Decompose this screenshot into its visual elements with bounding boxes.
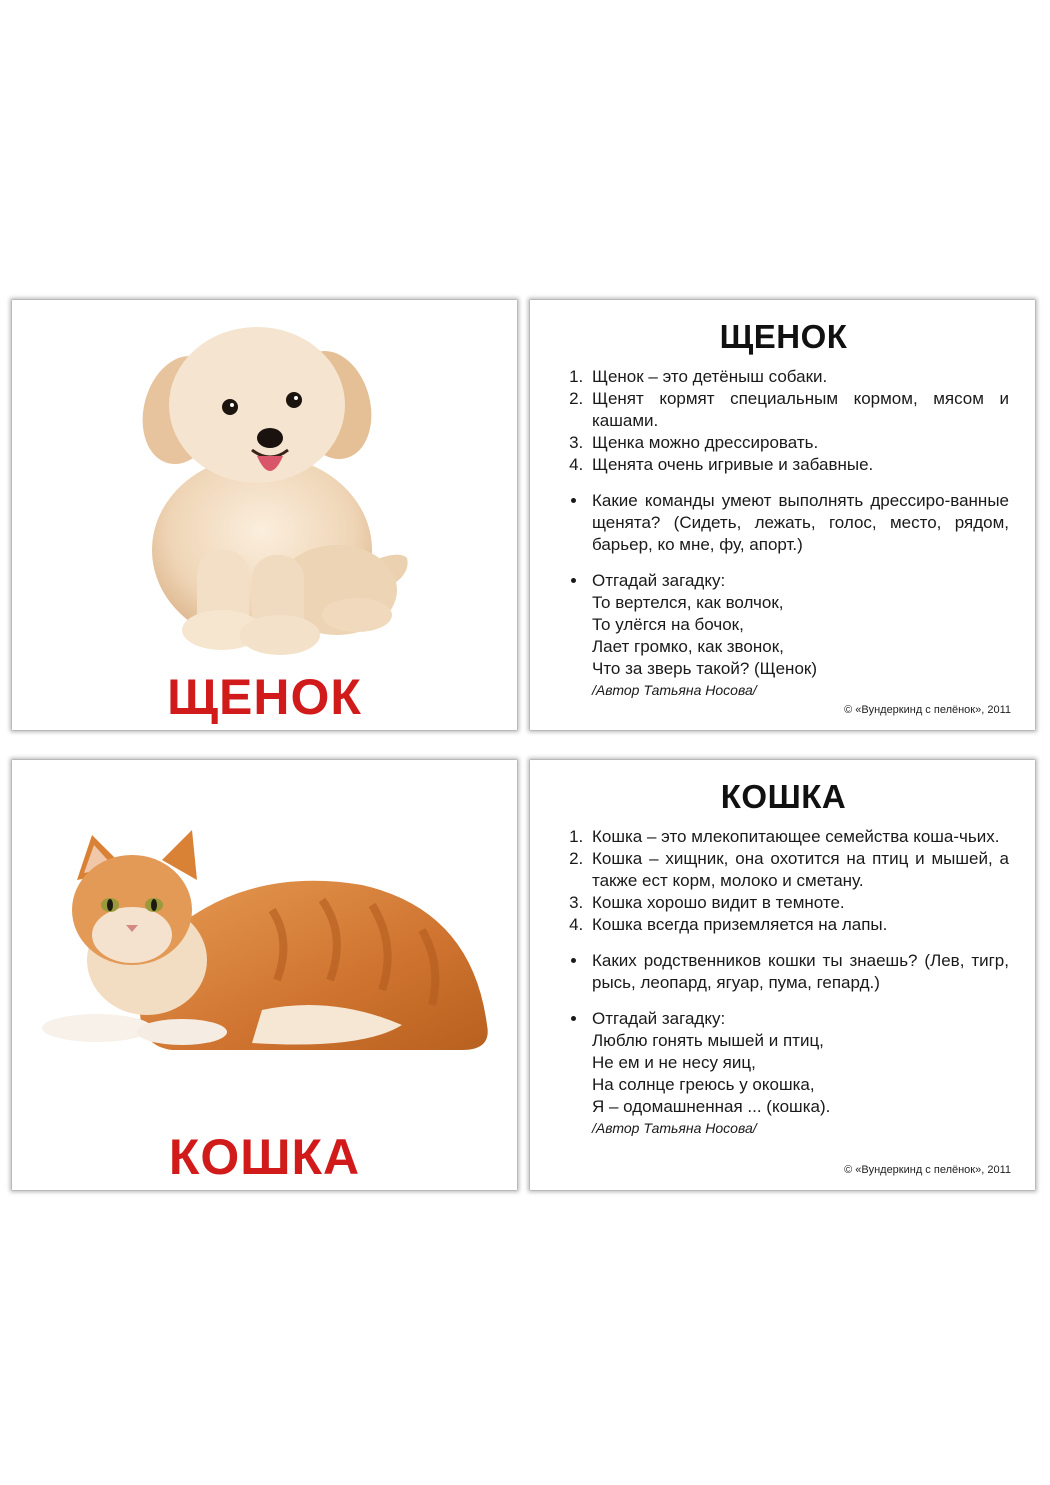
riddle-item (588, 1008, 1009, 1137)
cat-caption: КОШКА (168, 1129, 361, 1185)
riddle-line: На солнце греюсь у окошка, (592, 1075, 815, 1094)
cat-info-card (530, 760, 1035, 1190)
riddle-line: Не ем и не несу яиц, (592, 1053, 756, 1072)
list-item: 4. Кошка всегда приземляется на лапы. (588, 914, 1009, 936)
list-item: 4. Щенята очень игривые и забавные. (588, 454, 1009, 476)
riddle-author: /Автор Татьяна Носова/ (592, 682, 757, 698)
riddle-line: Люблю гонять мышей и птиц, (592, 1031, 824, 1050)
riddle-item (588, 570, 1009, 699)
riddle-line: Что за зверь такой? (Щенок) (592, 659, 818, 678)
cat-illustration-icon (12, 760, 517, 1190)
riddle-list (558, 570, 1009, 699)
list-item: 2. Щенят кормят специальным кормом, мясом и кашами. (588, 388, 1009, 432)
question-item: • Каких родственников кошки ты знаешь? (Лев, тигр, рысь, леопард, ягуар, пума, гепард.) (588, 950, 1009, 994)
riddle-list (558, 1008, 1009, 1137)
riddle-intro: • Отгадай загадку: (592, 1009, 726, 1028)
riddle-author: /Автор Татьяна Носова/ (592, 1120, 757, 1136)
list-item: 1. Щенок – это детёныш собаки. (588, 366, 1009, 388)
riddle-line: То улёгся на бочок, (592, 615, 744, 634)
puppy-caption: ЩЕНОК (167, 669, 362, 725)
copyright-note: © «Вундеркинд с пелёнок», 2011 (844, 1164, 1011, 1176)
riddle-intro: • Отгадай загадку: (592, 571, 726, 590)
copyright-note: © «Вундеркинд с пелёнок», 2011 (844, 704, 1011, 716)
list-item: 3. Кошка хорошо видит в темноте. (588, 892, 1009, 914)
question-list (558, 490, 1009, 556)
puppy-info-card (530, 300, 1035, 730)
question-item: • Какие команды умеют выполнять дрессиро-ванные щенята? (Сидеть, лежать, голос, место, рядом, барьер, ко мне, фу, апорт.) (588, 490, 1009, 556)
page-title: КОШКА (720, 778, 847, 815)
riddle-line: Я – одомашненная ... (кошка). (592, 1097, 831, 1116)
list-item: 2. Кошка – хищник, она охотится на птиц и мышей, а также ест корм, молоко и сметану. (588, 848, 1009, 892)
puppy-illustration-icon (12, 300, 517, 730)
riddle-line: Лает громко, как звонок, (592, 637, 784, 656)
riddle-line: То вертелся, как волчок, (592, 593, 784, 612)
facts-list (558, 366, 1009, 476)
cat-picture-card (12, 760, 517, 1190)
page-title: ЩЕНОК (719, 318, 848, 355)
list-item: 1. Кошка – это млекопитающее семейства коша-чьих. (588, 826, 1009, 848)
question-list (558, 950, 1009, 994)
puppy-picture-card (12, 300, 517, 730)
list-item: 3. Щенка можно дрессировать. (588, 432, 1009, 454)
facts-list (558, 826, 1009, 936)
